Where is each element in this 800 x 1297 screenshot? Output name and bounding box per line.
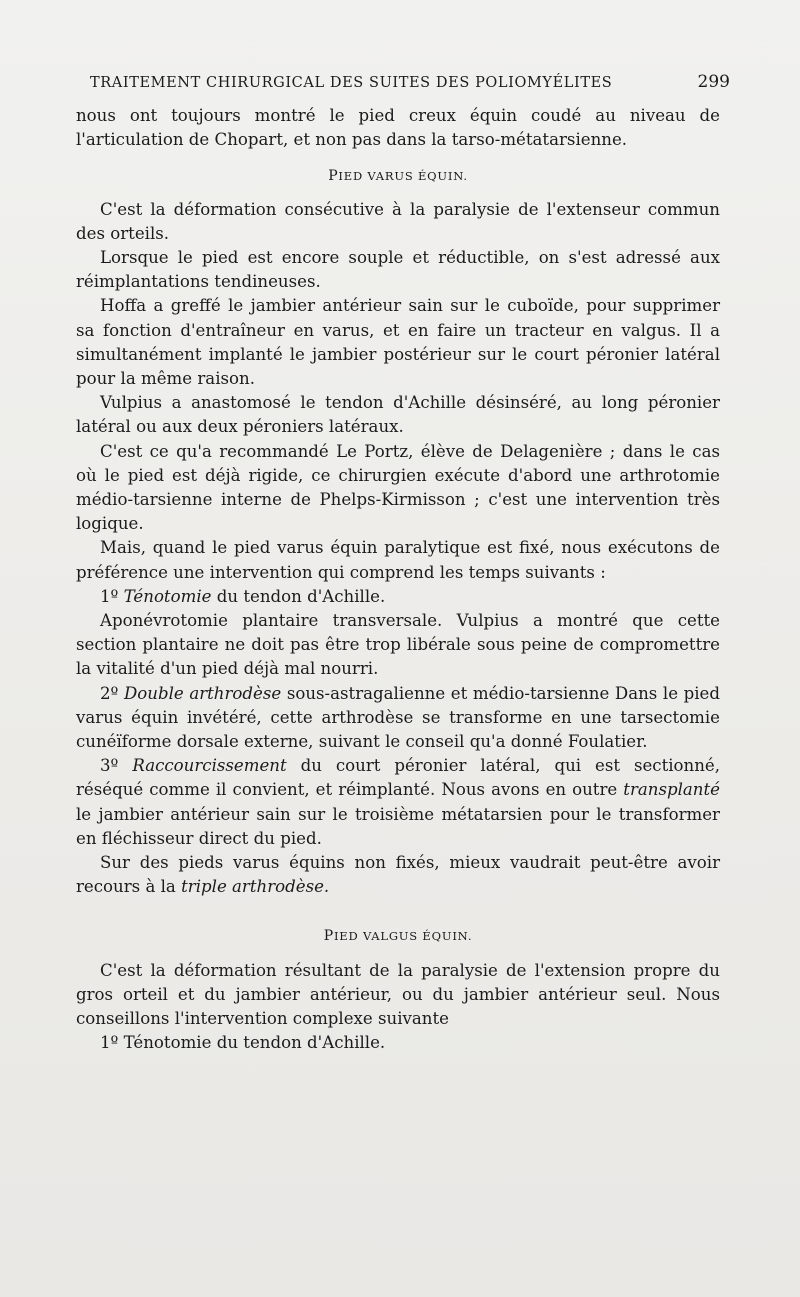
step-term-secondary: transplanté: [623, 780, 720, 800]
step-raccourcissement: [76, 754, 720, 851]
paragraph: C'est ce qu'a recommandé Le Portz, élève de Delagenière ; dans le cas où le pied est déjà rigide, ce chirurgien exécute d'abord une arthrotomie médio-tarsienne interne de Phelps-Kirmisson ; c'est une intervention très logique.: [76, 441, 720, 534]
paragraph: Aponévrotomie plantaire transversale. Vulpius a montré que cette section plantaire ne doit pas être trop libérale sous peine de compromettre la vitalité d'un pied déjà mal nourri.: [76, 611, 720, 679]
paragraph: Mais, quand le pied varus équin paralytique est fixé, nous exécutons de préférence une intervention qui comprend les temps suivants :: [76, 538, 720, 582]
paragraph: C'est la déformation consécutive à la paralysie de l'extenseur commun des orteils.: [76, 199, 720, 243]
step-text: sous-astragalienne et médio-tarsienne Dans le pied varus équin invétéré, cette arthrodèse se transforme en une tarsectomie cunéïforme dorsale externe, suivant le conseil qu'a donné Foulatier.: [76, 683, 720, 752]
paragraph: C'est la déformation résultant de la paralysie de l'extension propre du gros orteil et du jambier antérieur, ou du jambier antérieur seul. Nous conseillons l'intervention complexe suivante: [76, 960, 720, 1029]
section-heading-smallcaps: IED VALGUS ÉQUIN.: [333, 928, 473, 943]
page-body: [76, 104, 720, 1056]
step-term: Ténotomie: [123, 586, 212, 606]
step-text: du tendon d'Achille.: [216, 586, 386, 606]
page-number: 299: [697, 72, 730, 92]
step-double-arthrodese: [76, 682, 720, 755]
section-heading-smallcaps: IED VARUS ÉQUIN.: [338, 169, 468, 184]
paragraph: Vulpius a anastomosé le tendon d'Achille désinséré, au long péronier latéral ou aux deux péroniers latéraux.: [76, 393, 720, 437]
step-number: 2º: [100, 683, 119, 703]
section-heading-initial: P: [328, 168, 339, 185]
section-heading-initial: P: [323, 927, 334, 944]
step-text: du court péronier latéral, qui est sectionné, réséqué comme il convient, et réimplanté. Nous avons en outre: [76, 756, 721, 800]
section-heading-pied-valgus-equin: [76, 924, 720, 948]
paragraph: Lorsque le pied est encore souple et réductible, on s'est adressé aux réimplantations tendineuses.: [76, 248, 720, 292]
section-heading-pied-varus-equin: [76, 164, 720, 188]
step-tenotomie: [76, 585, 720, 609]
paragraph-text: Sur des pieds varus équins non fixés, mieux vaudrait peut-être avoir recours à la: [76, 853, 720, 897]
step-term: Raccourcissement: [132, 756, 287, 776]
paragraph-continuation: nous ont toujours montré le pied creux équin coudé au niveau de l'articulation de Chopart, et non pas dans la tarso-métatarsienne.: [76, 106, 720, 150]
step-number: 3º: [100, 756, 119, 776]
paragraph-triple-arthrodese: [76, 851, 720, 899]
step-number: 1º: [100, 586, 119, 606]
running-title: TRAITEMENT CHIRURGICAL DES SUITES DES POLIOMYÉLITES: [90, 75, 613, 91]
running-header: [90, 72, 730, 92]
paragraph-term: triple arthrodèse.: [181, 877, 330, 897]
step-text-continued: le jambier antérieur sain sur le troisième métatarsien pour le transformer en fléchisseur direct du pied.: [76, 804, 720, 848]
step-tenotomie-achille: 1º Ténotomie du tendon d'Achille.: [100, 1033, 386, 1053]
paragraph: Hoffa a greffé le jambier antérieur sain sur le cuboïde, pour supprimer sa fonction d'entraîneur en varus, et en faire un tracteur en valgus. Il a simultanément implanté le jambier postérieur sur le court péronier latéral pour la même raison.: [76, 296, 720, 389]
step-term: Double arthrodèse: [123, 683, 282, 703]
